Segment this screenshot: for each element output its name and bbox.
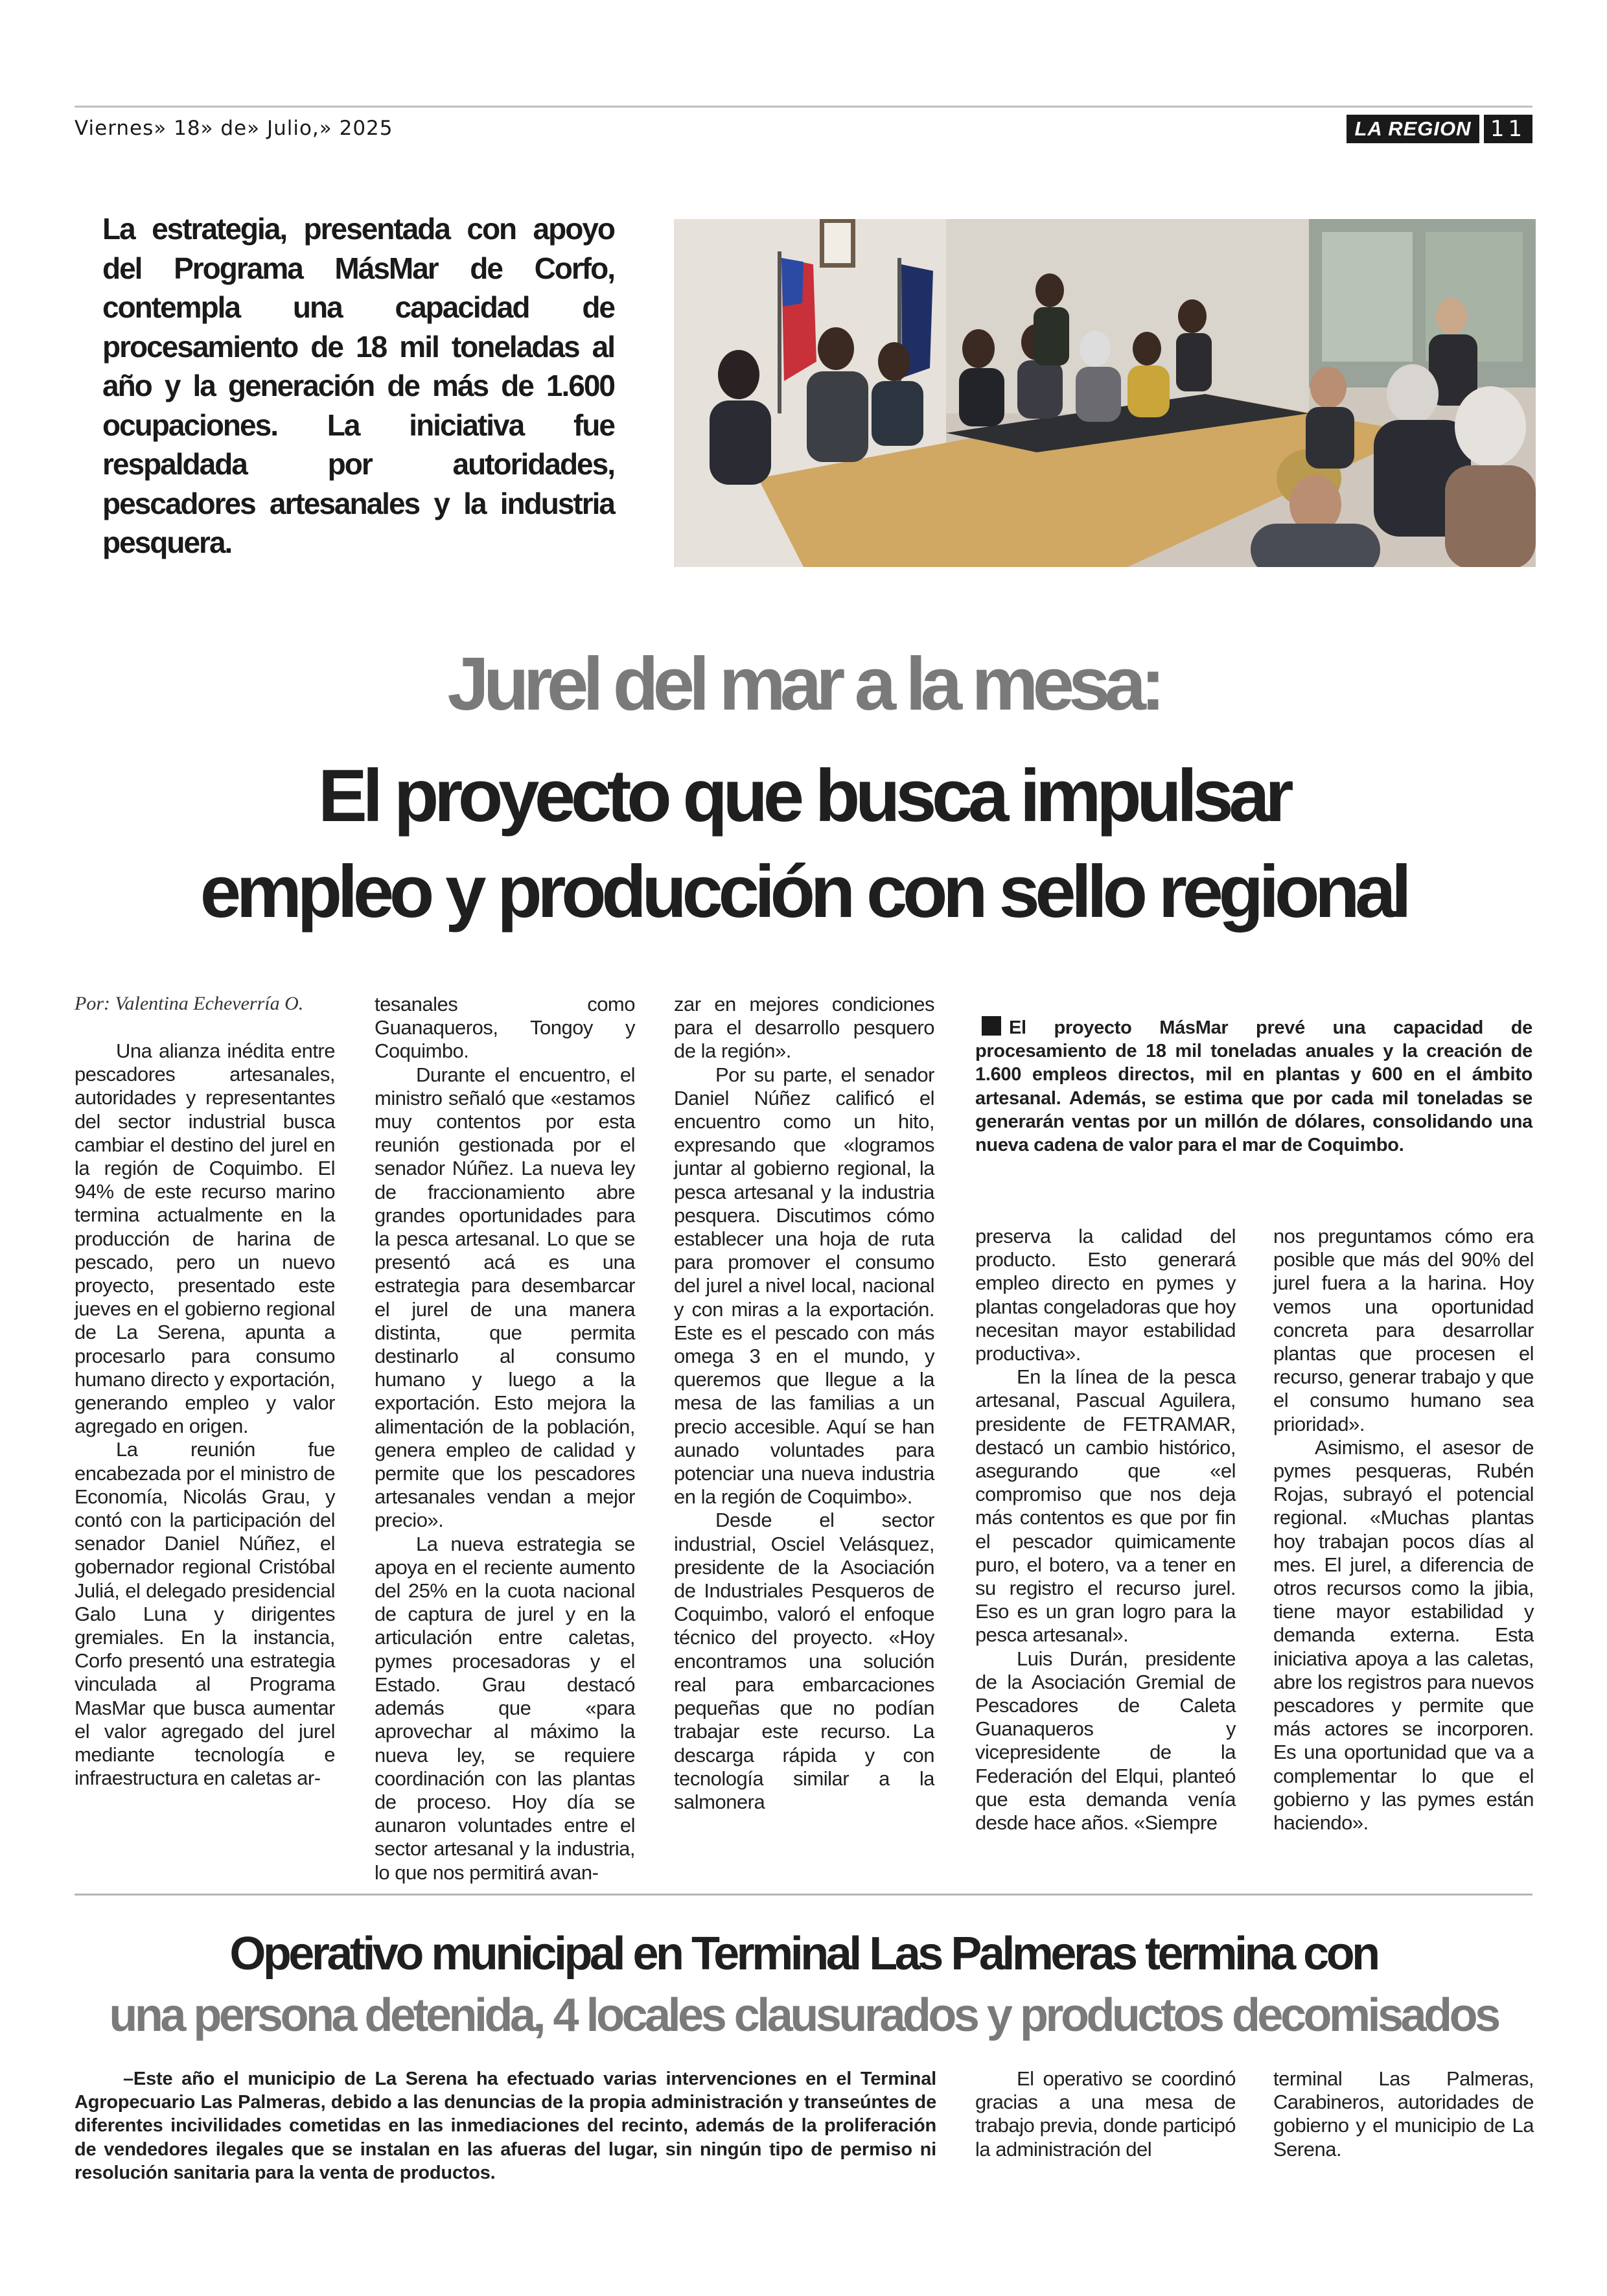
paragraph: La nueva estrategia se apoya en el reciente aumento del 25% en la cuota nacional de captura de jurel y en la articulación entre caletas, pymes procesadoras y el Estado. Grau destacó además que «para aprovechar al máximo la nueva ley, se requiere coordinación con las plantas de proceso. Hoy día se aunaron voluntades entre el sector artesanal y la industria, lo que nos permitirá avan- [375,1532,635,1884]
paragraph: Desde el sector industrial, Osciel Velásquez, presidente de la Asociación de Industriales Pesqueros de Coquimbo, valoró el enfoque técnico del proyecto. «Hoy encontramos una solución real para embarcaciones pequeñas que no podían trabajar este recurso. La descarga rápida y con tecnología similar a la salmonera [674,1509,934,1813]
article2-column-2 [975,2067,1236,2161]
page-number: 11 [1484,115,1532,143]
paragraph: terminal Las Palmeras, Carabineros, autoridades de gobierno y el municipio de La Serena. [1273,2067,1534,2161]
article2-column-3 [1273,2067,1534,2161]
square-bullet-icon [982,1016,1001,1036]
article-headline [75,748,1532,940]
paragraph: La reunión fue encabezada por el ministro de Economía, Nicolás Grau, y contó con la participación del senador Daniel Núñez, el gobernador regional Cristóbal Juliá, el delegado presidencial Galo Luna y dirigentes gremiales. En la instancia, Corfo presentó una estrategia vinculada al Programa MasMar que busca aumentar el valor agregado del jurel mediante tecnología e infraestructura en caletas ar- [75,1438,335,1790]
header-rule [75,106,1532,108]
body-column-4 [975,1225,1236,1835]
paragraph: nos preguntamos cómo era posible que más del 90% del jurel fuera a la harina. Hoy vemos una oportunidad concreta para desarrollar plantas que procesen el recurso, generar trabajo y que el consumo humano sea prioridad». [1273,1225,1534,1435]
newspaper-brand: LA REGION [1347,115,1479,143]
body-column-2 [375,993,635,1884]
issue-date: Viernes» 18» de» Julio,» 2025 [75,117,393,140]
paragraph: tesanales como Guanaqueros, Tongoy y Coquimbo. [375,993,635,1063]
intro-summary: La estrategia, presentada con apoyo del Programa MásMar de Corfo, contempla una capacidad de procesamiento de 18 mil toneladas al año y la generación de más de 1.600 ocupaciones. La iniciativa fue respaldada por autoridades, pescadores artesanales y la industria pesquera. [102,212,614,559]
section-divider [75,1894,1532,1896]
body-column-5 [1273,1225,1534,1835]
paragraph: Una alianza inédita entre pescadores artesanales, autoridades y representantes del sector industrial busca cambiar el destino del jurel en la región de Coquimbo. El 94% de este recurso marino termina actualmente en la producción de harina de pescado, pero un nuevo proyecto, presentado este jueves en el gobierno regional de La Serena, apunta a procesarlo para consumo humano directo y exportación, generando empleo y valor agregado en origen. [75,1039,335,1438]
paragraph: El operativo se coordinó gracias a una mesa de trabajo previa, donde participó la administración del [975,2067,1236,2161]
highlight-text: El proyecto MásMar prevé una capacidad de procesamiento de 18 mil toneladas anuales y la creación de 1.600 empleos directos, mil en plantas y 600 en el ámbito artesanal. Además, se estima que por cada mil toneladas se generarán ventas por un millón de dólares, consolidando una nueva cadena de valor para el mar de Coquimbo. [975,1017,1532,1156]
headline-line-2: empleo y producción con sello regional [200,851,1407,933]
article-kicker: Jurel del mar a la mesa: [447,642,1160,726]
meeting-photo [674,219,1536,567]
article2-headline-line-1: Operativo municipal en Terminal Las Palmeras termina con [229,1928,1378,1980]
paragraph: Por su parte, el senador Daniel Núñez calificó el encuentro como un hito, expresando que «logramos juntar al gobierno regional, la pesca artesanal y la industria pesquera. Discutimos cómo establecer una hoja de ruta para promover el consumo del jurel a nivel local, nacional y con miras a la exportación. Este es el pescado con más omega 3 en el mundo, y queremos que llegue a la mesa de las familias a un precio accesible. Aquí se han aunado voluntades para potenciar una nueva industria en la región de Coquimbo». [674,1063,934,1509]
paragraph: Asimismo, el asesor de pymes pesqueras, Rubén Rojas, subrayó el potencial regional. «Muchas plantas hoy trabajan pocos días al mes. El jurel, a diferencia de otros recursos como la jibia, tiene mayor estabilidad y demanda externa. Esta iniciativa apoya a las caletas, abre los registros para nuevos pescadores y permite que más actores se incorporen. Es una oportunidad que va a complementar lo que el gobierno y las pymes están haciendo». [1273,1435,1534,1835]
byline: Por: Valentina Echeverría O. [75,993,304,1014]
body-column-3 [674,993,934,1814]
headline-line-1: El proyecto que busca impulsar [318,755,1289,837]
article2-lead: –Este año el municipio de La Serena ha efectuado varias intervenciones en el Terminal Agropecuario Las Palmeras, debido a las denuncias de la propia administración y transeúntes de diferentes incivilidades cometidas en las inmediaciones del recinto, además de la proliferación de vendedores ilegales que se instalan en las afueras del lugar, sin ningún tipo de permiso ni resolución sanitaria para la venta de productos. [75,2069,936,2183]
paragraph: Durante el encuentro, el ministro señaló que «estamos muy contentos por esta reunión gestionada por el senador Núñez. La nueva ley de fraccionamiento abre grandes oportunidades para la pesca artesanal. Lo que se presentó acá es una estrategia para desembarcar el jurel de una manera distinta, que permita destinarlo al consumo humano y luego a la exportación. Esto mejora la alimentación de la población, genera empleo de calidad y permite que los pescadores artesanales vendan a mejor precio». [375,1063,635,1532]
article2-headline-line-2: una persona detenida, 4 locales clausurados y productos decomisados [109,1989,1498,2041]
highlight-box [975,1016,1532,1157]
paragraph: En la línea de la pesca artesanal, Pascual Aguilera, presidente de FETRAMAR, destacó un cambio histórico, asegurando que «el compromiso que nos deja más contentos es que por fin el pescador quimicamente puro, el botero, va a tener en su registro el recurso jurel. Eso es un gran logro para la pesca artesanal». [975,1365,1236,1647]
paragraph: preserva la calidad del producto. Esto generará empleo directo en pymes y plantas congeladoras que hoy necesitan mayor estabilidad productiva». [975,1225,1236,1365]
paragraph: zar en mejores condiciones para el desarrollo pesquero de la región». [674,993,934,1063]
paragraph: Luis Durán, presidente de la Asociación Gremial de Pescadores de Caleta Guanaqueros y vicepresidente de la Federación del Elqui, planteó que esta demanda venía desde hace años. «Siempre [975,1647,1236,1835]
body-column-1 [75,1039,335,1791]
